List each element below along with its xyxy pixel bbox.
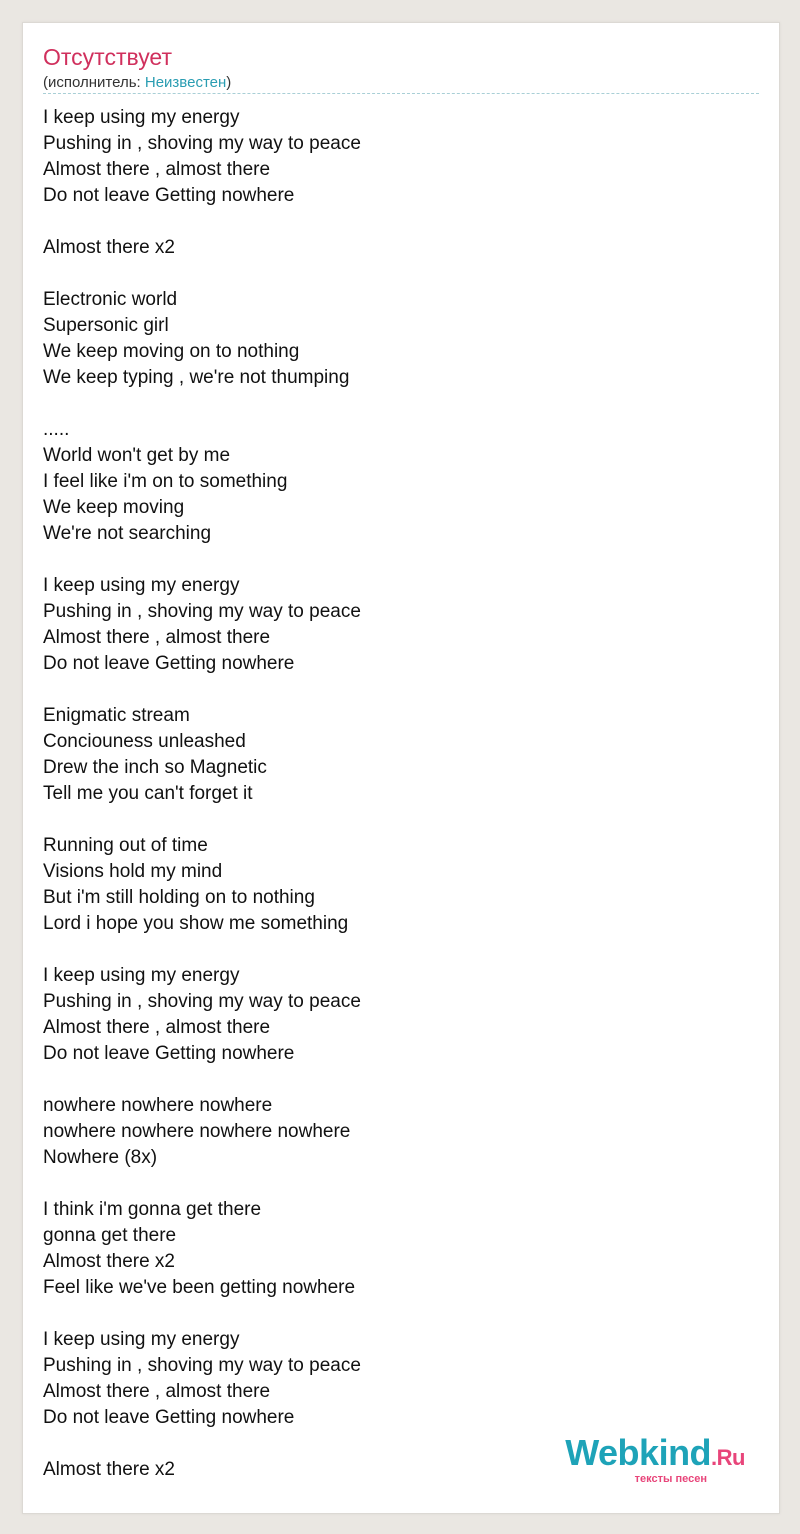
lyric-line: ..... [43,419,70,440]
lyric-line: Do not leave Getting nowhere [43,1043,295,1064]
lyric-line: gonna get there [43,1225,177,1246]
lyric-line: I keep using my energy [43,1329,240,1350]
lyric-line: I keep using my energy [43,965,240,986]
lyric-line [43,1301,743,1327]
lyric-line [43,677,743,703]
lyric-line: We keep moving [43,497,185,518]
lyric-line: Lord i hope you show me something [43,913,349,934]
lyric-line: Almost there x2 [43,237,175,258]
lyric-line: Pushing in , shoving my way to peace [43,133,361,154]
logo-main-text: Webkind [565,1432,712,1473]
lyric-line: Pushing in , shoving my way to peace [43,991,361,1012]
lyric-line: nowhere nowhere nowhere [43,1095,273,1116]
lyric-line: Do not leave Getting nowhere [43,185,295,206]
lyric-line: I feel like i'm on to something [43,471,288,492]
lyric-line [43,937,743,963]
lyric-line: Nowhere (8x) [43,1147,158,1168]
lyric-line: Almost there , almost there [43,627,271,648]
lyric-line [43,1171,743,1197]
lyric-line [43,807,743,833]
lyric-line: Almost there x2 [43,1251,175,1272]
lyric-line: But i'm still holding on to nothing [43,887,315,908]
lyric-line: Feel like we've been getting nowhere [43,1277,356,1298]
lyric-line: I keep using my energy [43,575,240,596]
lyric-line [43,391,743,417]
lyric-line: Almost there , almost there [43,159,271,180]
lyric-line: Do not leave Getting nowhere [43,1407,295,1428]
artist-line [43,73,231,93]
lyric-line: Almost there x2 [43,1459,175,1480]
lyric-line: Pushing in , shoving my way to peace [43,601,361,622]
lyric-line: Electronic world [43,289,178,310]
lyric-line: Do not leave Getting nowhere [43,653,295,674]
lyrics-card [22,22,780,1514]
lyric-line: We keep moving on to nothing [43,341,300,362]
lyric-line: I keep using my energy [43,107,240,128]
lyric-line: Pushing in , shoving my way to peace [43,1355,361,1376]
artist-link[interactable]: Неизвестен [144,74,227,91]
logo-wordmark [565,1432,745,1476]
lyric-line: We keep typing , we're not thumping [43,367,350,388]
lyric-line: Visions hold my mind [43,861,223,882]
lyric-line [43,547,743,573]
lyric-line: Almost there , almost there [43,1381,271,1402]
lyric-line: We're not searching [43,523,212,544]
lyric-line: Drew the inch so Magnetic [43,757,267,778]
site-logo[interactable] [565,1432,745,1485]
header-divider [43,93,759,94]
lyric-line [43,1067,743,1093]
lyrics-body [43,105,743,1483]
lyric-line [43,209,743,235]
lyric-line: I think i'm gonna get there [43,1199,262,1220]
lyric-line: Conciouness unleashed [43,731,246,752]
lyric-line: World won't get by me [43,445,231,466]
artist-suffix: ) [226,74,232,91]
lyric-line: nowhere nowhere nowhere nowhere [43,1121,351,1142]
song-title: Отсутствует [43,44,172,70]
logo-suffix: .Ru [711,1445,745,1470]
lyric-line: Almost there , almost there [43,1017,271,1038]
artist-prefix: (исполнитель: [43,74,145,91]
lyric-line: Running out of time [43,835,208,856]
lyric-line [43,261,743,287]
lyric-line: Supersonic girl [43,315,169,336]
lyric-line: Tell me you can't forget it [43,783,253,804]
logo-tagline: тексты песен [634,1473,707,1485]
lyric-line: Enigmatic stream [43,705,190,726]
